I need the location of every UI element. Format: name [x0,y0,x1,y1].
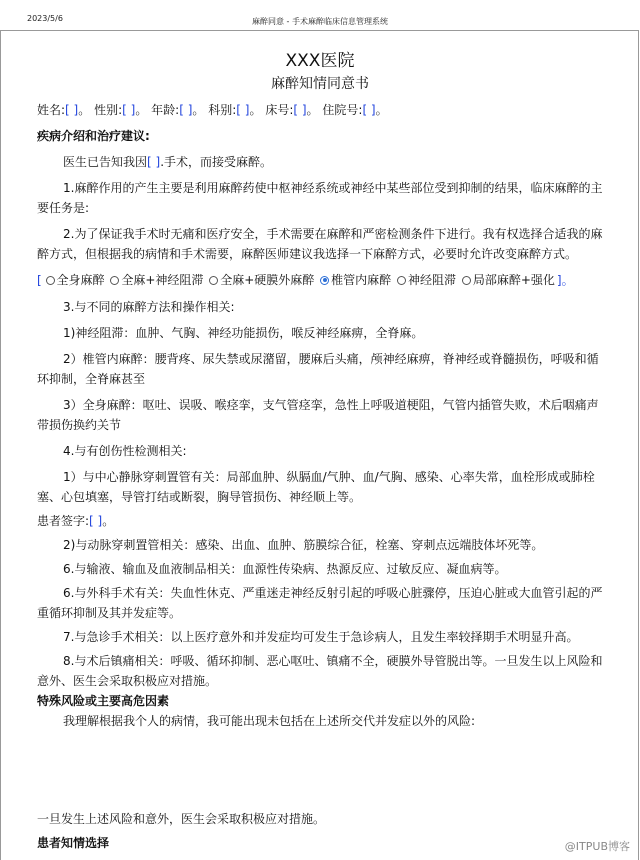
bed-label: 床号: [265,103,294,117]
paragraph-general: 3）全身麻醉：呕吐、误吸、喉痉挛，支气管痉挛，急性上呼吸道梗阻，气管内插管失败，术后咽痛声带损伤换约关节 [37,397,599,432]
patient-info-row [37,100,603,120]
separator: 。 [78,103,91,117]
paragraph-intraspinal: 2）椎管内麻醉：腰背疼、尿失禁或尿潴留，腰麻后头痛，颅神经麻痹，脊神经或脊髓损伤，呼吸和循环抑制，全脊麻甚至 [37,351,599,386]
paragraph-surgery: 6.与外科手术有关：失血性休克、严重迷走神经反射引起的呼吸心脏骤停，压迫心脏或大血管引起的严重循环抑制及其并发症等。 [37,585,603,620]
signature-label: 患者签字: [37,513,90,528]
paragraph-emergency: 7.与急诊手术相关：以上医疗意外和并发症均可发生于急诊病人，且发生率较择期手术明显升高。 [63,629,579,644]
option-general-epidural[interactable] [209,270,314,290]
admission-no-field[interactable]: [ ] [362,103,376,117]
separator: 。 [375,103,388,117]
signature-field[interactable]: [ ] [89,513,103,528]
option-label: 椎管内麻醉 [331,273,392,287]
age-label: 年龄: [151,103,180,117]
print-title: 麻醉同意 - 手术麻醉临床信息管理系统 [252,17,388,26]
option-general[interactable] [46,270,105,290]
print-header [0,14,640,28]
bed-field[interactable]: [ ] [293,103,307,117]
paragraph-methods-risks: 3.与不同的麻醉方法和操作相关: [63,299,235,314]
department-label: 科别: [208,103,237,117]
separator: 。 [306,103,319,117]
paragraph-analgesia: 8.与术后镇痛相关：呼吸、循环抑制、恶心呕吐、镇痛不全，硬膜外导管脱出等。一旦发生以上风险和意外、医生会采取积极应对措施。 [37,653,603,688]
surgery-field[interactable]: [ ] [147,155,161,169]
hospital-name: XXX医院 [285,51,355,71]
options-close-bracket: ]。 [556,273,574,288]
paragraph-invasive: 4.与有创伤性检测相关: [63,443,187,458]
option-label: 全麻+神经阻滞 [121,273,204,287]
paragraph-central-venous: 1）与中心静脉穿刺置管有关：局部血肿、纵膈血/气肿、血/气胸、感染、心率失常，血栓形成或肺栓塞、心包填塞，导管打结或断裂，胸导管损伤、神经顺上等。 [37,469,595,504]
paragraph-nerve-block: 1)神经阻滞：血肿、气胸、神经功能损伤，喉反神经麻痹，全脊麻。 [63,325,424,340]
section-title-informed-choice: 患者知情选择 [37,835,110,850]
option-label: 全身麻醉 [56,273,105,287]
option-local-enhanced[interactable] [462,270,555,290]
radio-icon[interactable] [110,276,119,285]
gender-label: 性别: [94,103,123,117]
paragraph-response: 一旦发生上述风险和意外，医生会采取积极应对措施。 [37,811,326,826]
section-title-disease: 疾病介绍和治疗建议: [37,129,150,143]
paragraph-reason [37,152,603,172]
section-title-special-risk: 特殊风险或主要高危因素 [37,693,170,708]
radio-icon[interactable] [209,276,218,285]
signature-end: 。 [102,513,115,528]
name-label: 姓名: [37,103,66,117]
reason-text-pre: 医生已告知我因 [63,155,148,169]
name-field[interactable]: [ ] [65,103,79,117]
patient-signature-row [37,511,603,531]
watermark: @ITPUB博客 [564,840,630,853]
option-label: 全麻+硬膜外麻醉 [220,273,315,287]
option-label: 神经阻滞 [407,273,456,287]
radio-icon[interactable] [46,276,55,285]
option-intraspinal[interactable] [320,270,391,290]
gender-field[interactable]: [ ] [122,103,136,117]
reason-text-post: .手术，而接受麻醉。 [160,155,273,169]
separator: 。 [249,103,262,117]
option-general-nerve-block[interactable] [110,270,203,290]
radio-icon[interactable] [397,276,406,285]
option-label: 局部麻醉+强化 [472,273,555,287]
radio-checked-icon[interactable] [320,276,329,285]
department-field[interactable]: [ ] [236,103,250,117]
document-title: 麻醉知情同意书 [271,76,369,92]
print-date: 2023/5/6 [27,14,63,23]
paragraph-personal-risk: 我理解根据我个人的病情，我可能出现未包括在上述所交代并发症以外的风险: [63,713,476,728]
separator: 。 [192,103,205,117]
paragraph-transfusion: 6.与输液、输血及血液制品相关：血源性传染病、热源反应、过敏反应、凝血病等。 [63,561,507,576]
admission-no-label: 住院号: [322,103,363,117]
option-nerve-block[interactable] [397,270,456,290]
age-field[interactable]: [ ] [179,103,193,117]
anesthesia-method-options [37,270,603,291]
document-body [37,50,603,853]
paragraph-arterial: 2)与动脉穿刺置管相关：感染、出血、血肿、筋膜综合征，栓塞、穿刺点远端肢体坏死等。 [63,537,544,552]
radio-icon[interactable] [462,276,471,285]
paragraph-anesthesia-choice: 2.为了保证我手术时无痛和医疗安全，手术需要在麻醉和严密检测条件下进行。我有权选择合适我的麻醉方式，但根据我的病情和手术需要，麻醉医师建议我选择一下麻醉方式，必要时允许改变麻醉方式。 [37,227,603,261]
separator: 。 [135,103,148,117]
options-open-bracket: [ [37,273,42,288]
paragraph-anesthesia-effect: 1.麻醉作用的产生主要是利用麻醉药使中枢神经系统或神经中某些部位受到抑制的结果，临床麻醉的主要任务是: [37,181,603,215]
